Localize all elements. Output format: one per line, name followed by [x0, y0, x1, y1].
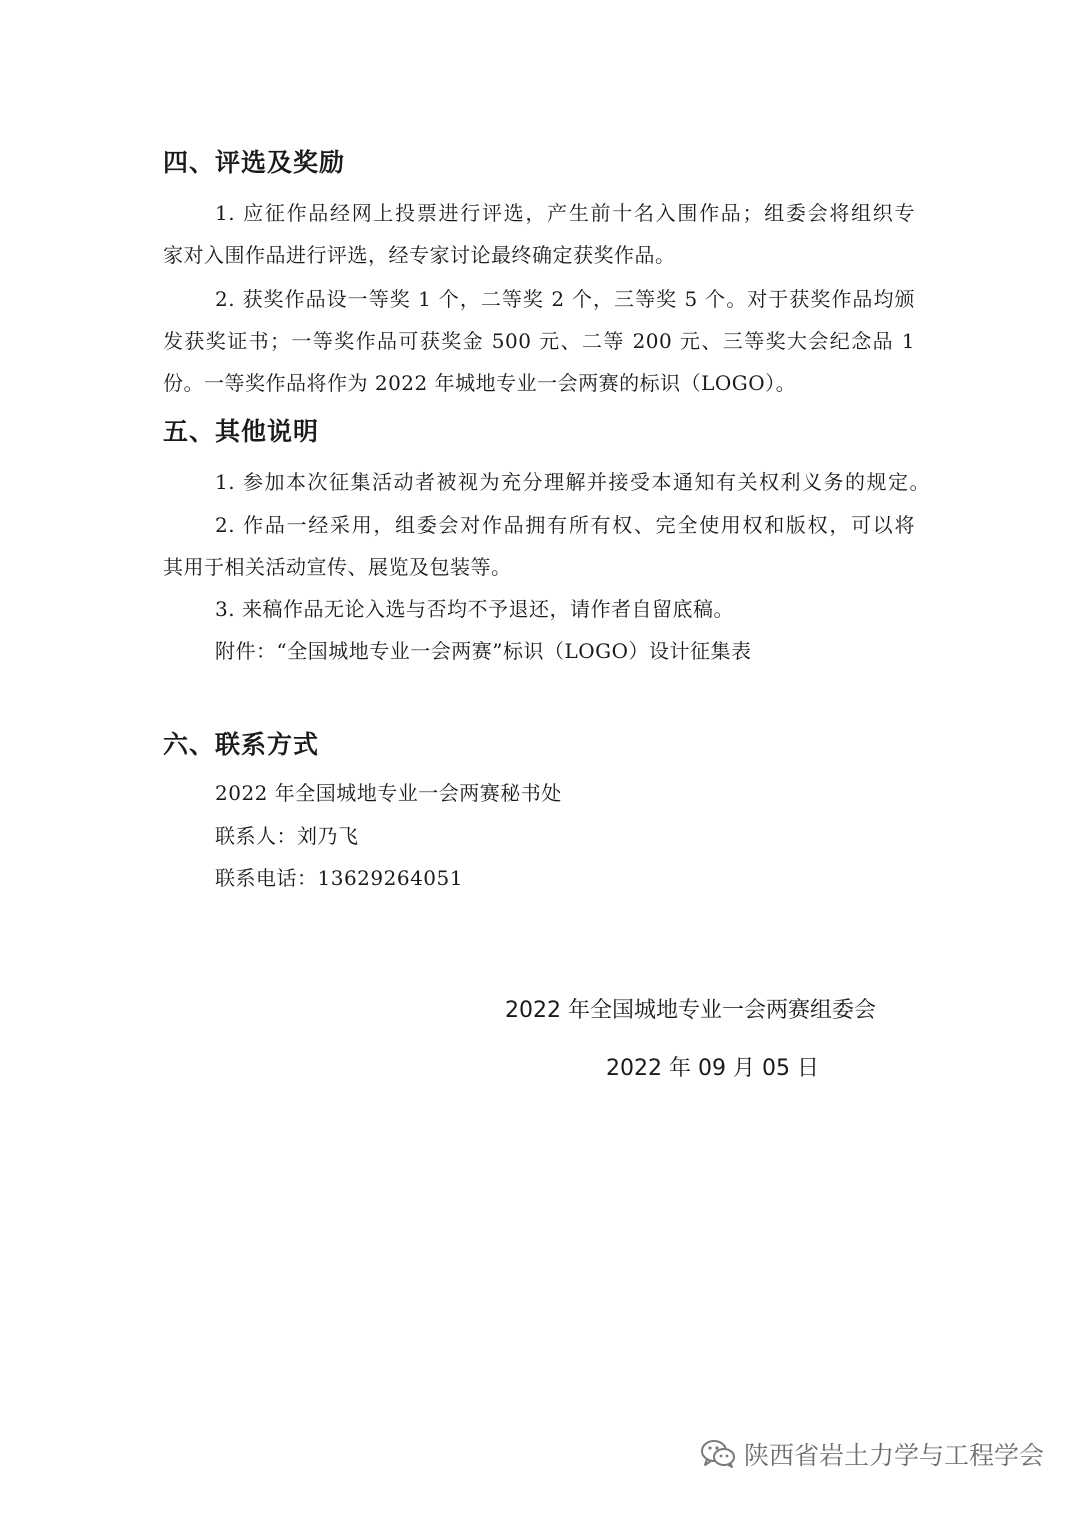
paragraph-line: 1. 应征作品经网上投票进行评选，产生前十名入围作品；组委会将组织专: [215, 201, 915, 225]
section-heading-contact: 六、联系方式: [163, 730, 320, 759]
paragraph-line: 发获奖证书；一等奖作品可获奖金 500 元、二等 200 元、三等奖大会纪念品 1: [163, 329, 915, 353]
paragraph-line: 1. 参加本次征集活动者被视为充分理解并接受本通知有关权利义务的规定。: [215, 470, 930, 494]
watermark-text: 陕西省岩土力学与工程学会: [743, 1441, 1044, 1470]
contact-office: 2022 年全国城地专业一会两赛秘书处: [215, 781, 562, 805]
paragraph-line: 2. 获奖作品设一等奖 1 个，二等奖 2 个，三等奖 5 个。对于获奖作品均颁: [215, 287, 915, 311]
attachment-note: 附件：“全国城地专业一会两赛”标识（LOGO）设计征集表: [215, 639, 752, 663]
paragraph-line: 家对入围作品进行评选，经专家讨论最终确定获奖作品。: [163, 243, 676, 267]
paragraph-line: 其用于相关活动宣传、展览及包装等。: [163, 555, 512, 579]
paragraph-line: 3. 来稿作品无论入选与否均不予退还，请作者自留底稿。: [215, 597, 734, 621]
watermark: [700, 1436, 1044, 1472]
paragraph-line: 2. 作品一经采用，组委会对作品拥有所有权、完全使用权和版权，可以将: [215, 513, 915, 537]
wechat-icon: [700, 1439, 736, 1469]
signature-org: 2022 年全国城地专业一会两赛组委会: [505, 998, 876, 1023]
paragraph-line: 份。一等奖作品将作为 2022 年城地专业一会两赛的标识（LOGO）。: [163, 371, 797, 395]
contact-phone: 联系电话：13629264051: [215, 866, 463, 890]
signature-date: 2022 年 09 月 05 日: [606, 1056, 819, 1081]
section-heading-other-notes: 五、其他说明: [163, 417, 320, 446]
section-heading-evaluation: 四、评选及奖励: [163, 148, 346, 177]
contact-person: 联系人：刘乃飞: [215, 824, 359, 848]
